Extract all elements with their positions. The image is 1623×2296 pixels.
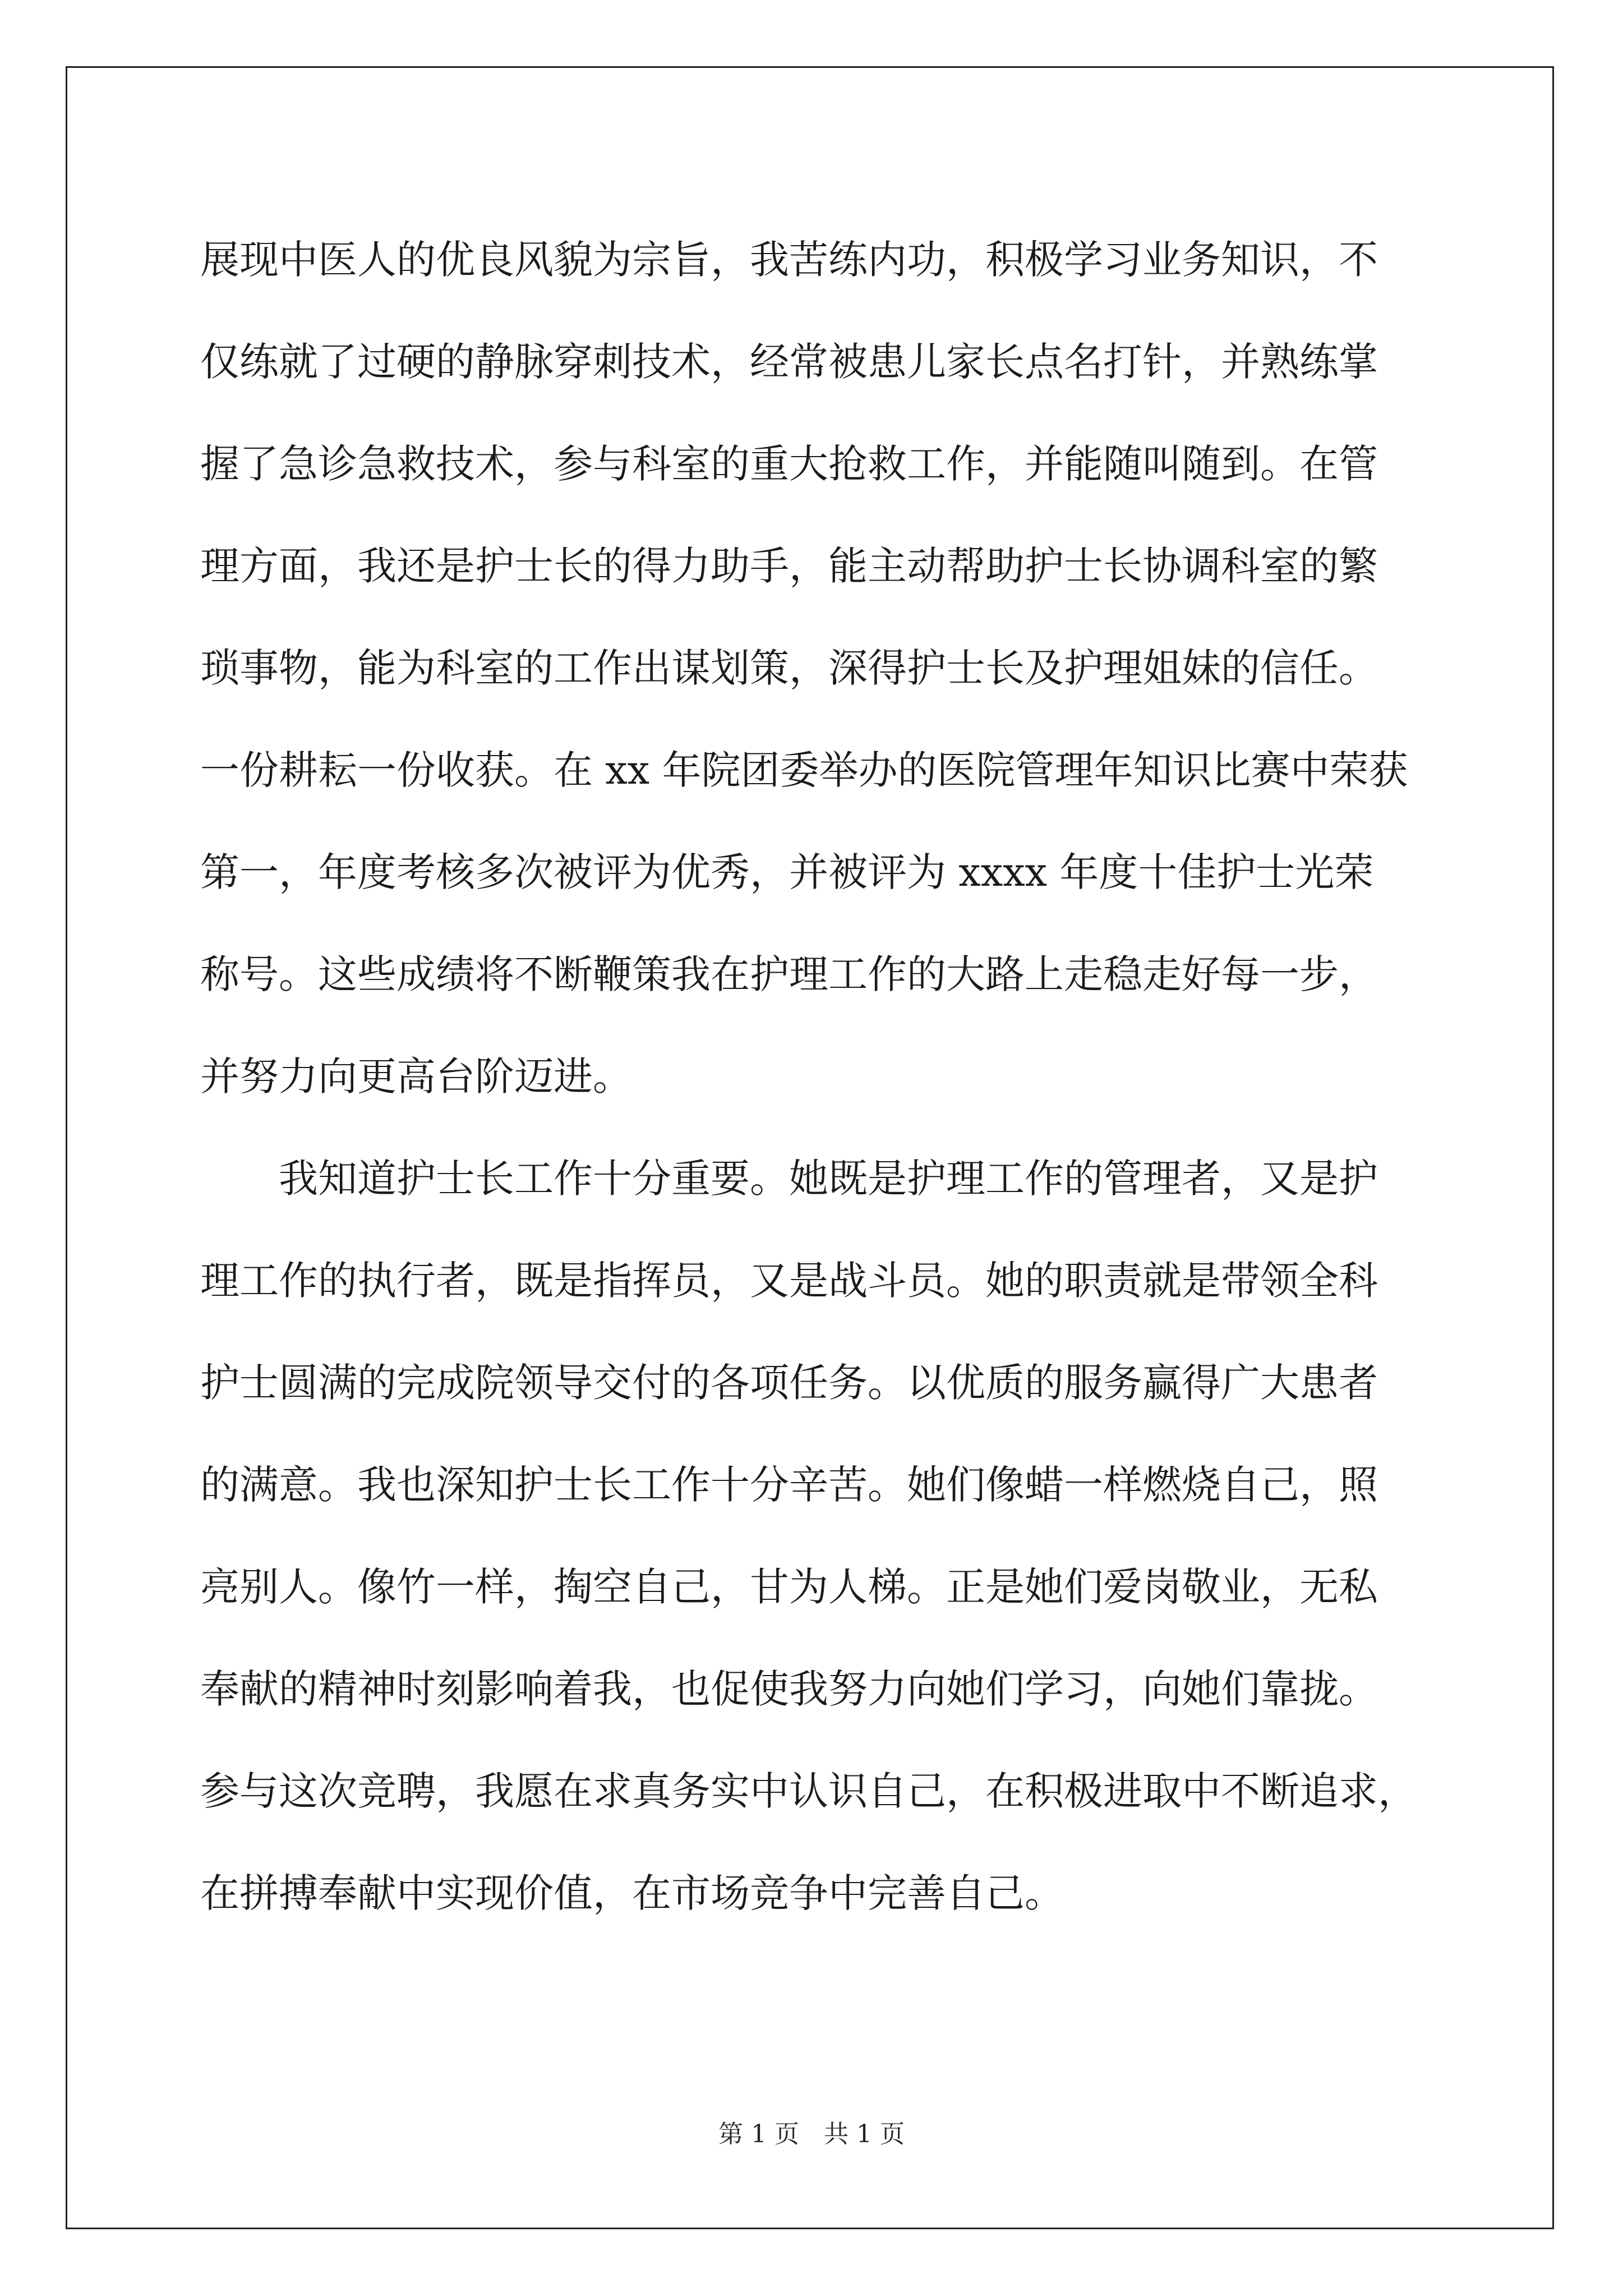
- text-line: 理工作的执行者，既是指挥员，又是战斗员。她的职责就是带领全科: [200, 1258, 1378, 1304]
- text-line: 仅练就了过硬的静脉穿刺技术，经常被患儿家长点名打针，并熟练掌: [200, 339, 1378, 385]
- text-line: 的满意。我也深知护士长工作十分辛苦。她们像蜡一样燃烧自己，照: [200, 1462, 1378, 1508]
- text-line: 参与这次竞聘，我愿在求真务实中认识自己，在积极进取中不断追求，: [200, 1768, 1417, 1814]
- text-line: 理方面，我还是护士长的得力助手，能主动帮助护士长协调科室的繁: [200, 543, 1378, 589]
- text-line: 握了急诊急救技术，参与科室的重大抢救工作，并能随叫随到。在管: [200, 441, 1378, 487]
- text-line: 一份耕耘一份收获。在 xx 年院团委举办的医院管理年知识比赛中荣获: [200, 747, 1408, 793]
- text-line: 护士圆满的完成院领导交付的各项任务。以优质的服务赢得广大患者: [200, 1360, 1378, 1406]
- text-line: 琐事物，能为科室的工作出谋划策，深得护士长及护理姐妹的信任。: [200, 645, 1378, 691]
- text-line: 第一，年度考核多次被评为优秀，并被评为 xxxx 年度十佳护士光荣: [200, 849, 1374, 895]
- page-footer: 第 1 页 共 1 页: [718, 2120, 905, 2148]
- document-body: [200, 209, 1428, 1944]
- text-line: 我知道护士长工作十分重要。她既是护理工作的管理者，又是护: [200, 1156, 1378, 1202]
- text-line: 展现中医人的优良风貌为宗旨，我苦练内功，积极学习业务知识，不: [200, 237, 1378, 283]
- text-line: 在拼搏奉献中实现价值，在市场竞争中完善自己。: [200, 1870, 1064, 1916]
- text-line: 称号。这些成绩将不断鞭策我在护理工作的大路上走稳走好每一步，: [200, 951, 1378, 997]
- text-line: 奉献的精神时刻影响着我，也促使我努力向她们学习，向她们靠拢。: [200, 1666, 1378, 1712]
- text-line: 亮别人。像竹一样，掏空自己，甘为人梯。正是她们爱岗敬业，无私: [200, 1564, 1378, 1610]
- text-line: 并努力向更高台阶迈进。: [200, 1053, 632, 1099]
